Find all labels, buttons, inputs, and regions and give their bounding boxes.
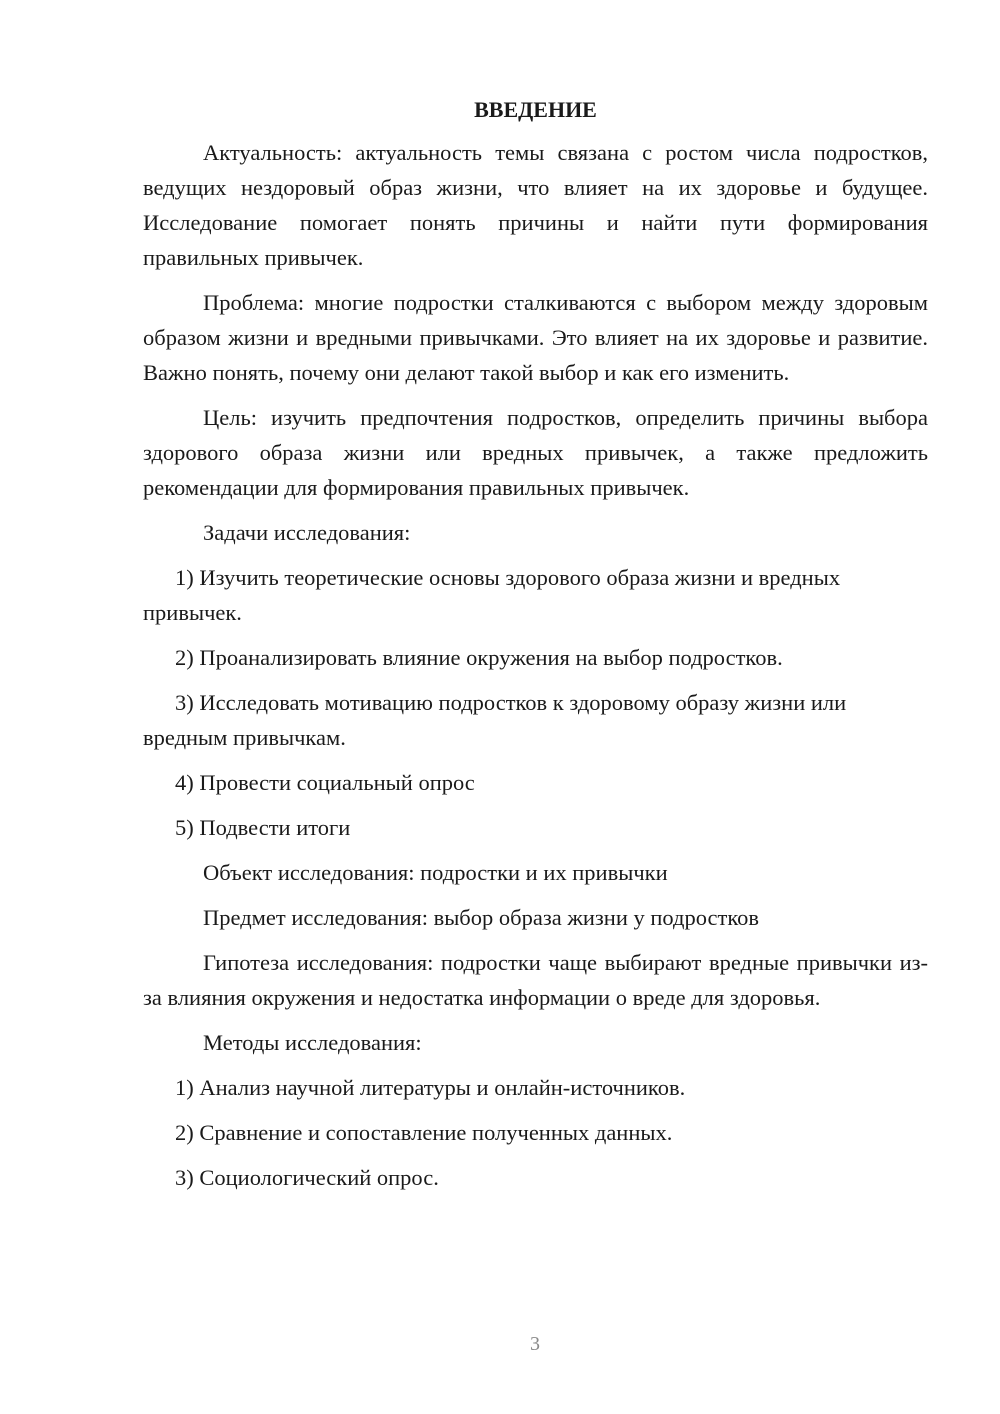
page-title: ВВЕДЕНИЕ <box>474 97 597 122</box>
task-item: 3) Исследовать мотивацию подростков к здоровому образу жизни или вредным привычкам. <box>143 690 847 750</box>
page-number: 3 <box>530 1333 540 1355</box>
problem-paragraph: Проблема: многие подростки сталкиваются с выбором между здоровым образом жизни и вредными привычками. Это влияет на их здоровье и развитие. Важно понять, почему они делают такой выбор и как его изменить. <box>143 290 928 385</box>
method-item: 3) Социологический опрос. <box>175 1165 439 1190</box>
task-item: 2) Проанализировать влияние окружения на выбор подростков. <box>175 645 783 670</box>
research-object: Объект исследования: подростки и их привычки <box>203 860 668 885</box>
relevance-paragraph: Актуальность: актуальность темы связана с ростом числа подростков, ведущих нездоровый образ жизни, что влияет на их здоровье и будущее. Исследование помогает понять причины и найти пути формирования правильных привычек. <box>143 140 928 270</box>
methods-heading: Методы исследования: <box>203 1030 422 1055</box>
goal-paragraph: Цель: изучить предпочтения подростков, определить причины выбора здорового образа жизни или вредных привычек, а также предложить рекомендации для формирования правильных привычек. <box>143 405 928 500</box>
research-subject: Предмет исследования: выбор образа жизни у подростков <box>203 905 760 930</box>
task-item: 4) Провести социальный опрос <box>175 770 475 795</box>
hypothesis-paragraph: Гипотеза исследования: подростки чаще выбирают вредные привычки из-за влияния окружения и недостатка информации о вреде для здоровья. <box>143 950 928 1010</box>
method-item: 2) Сравнение и сопоставление полученных данных. <box>175 1120 673 1145</box>
task-item: 1) Изучить теоретические основы здорового образа жизни и вредных привычек. <box>143 565 841 625</box>
tasks-heading: Задачи исследования: <box>203 520 411 545</box>
task-item: 5) Подвести итоги <box>175 815 351 840</box>
method-item: 1) Анализ научной литературы и онлайн-источников. <box>175 1075 686 1100</box>
document-page <box>143 95 928 1205</box>
